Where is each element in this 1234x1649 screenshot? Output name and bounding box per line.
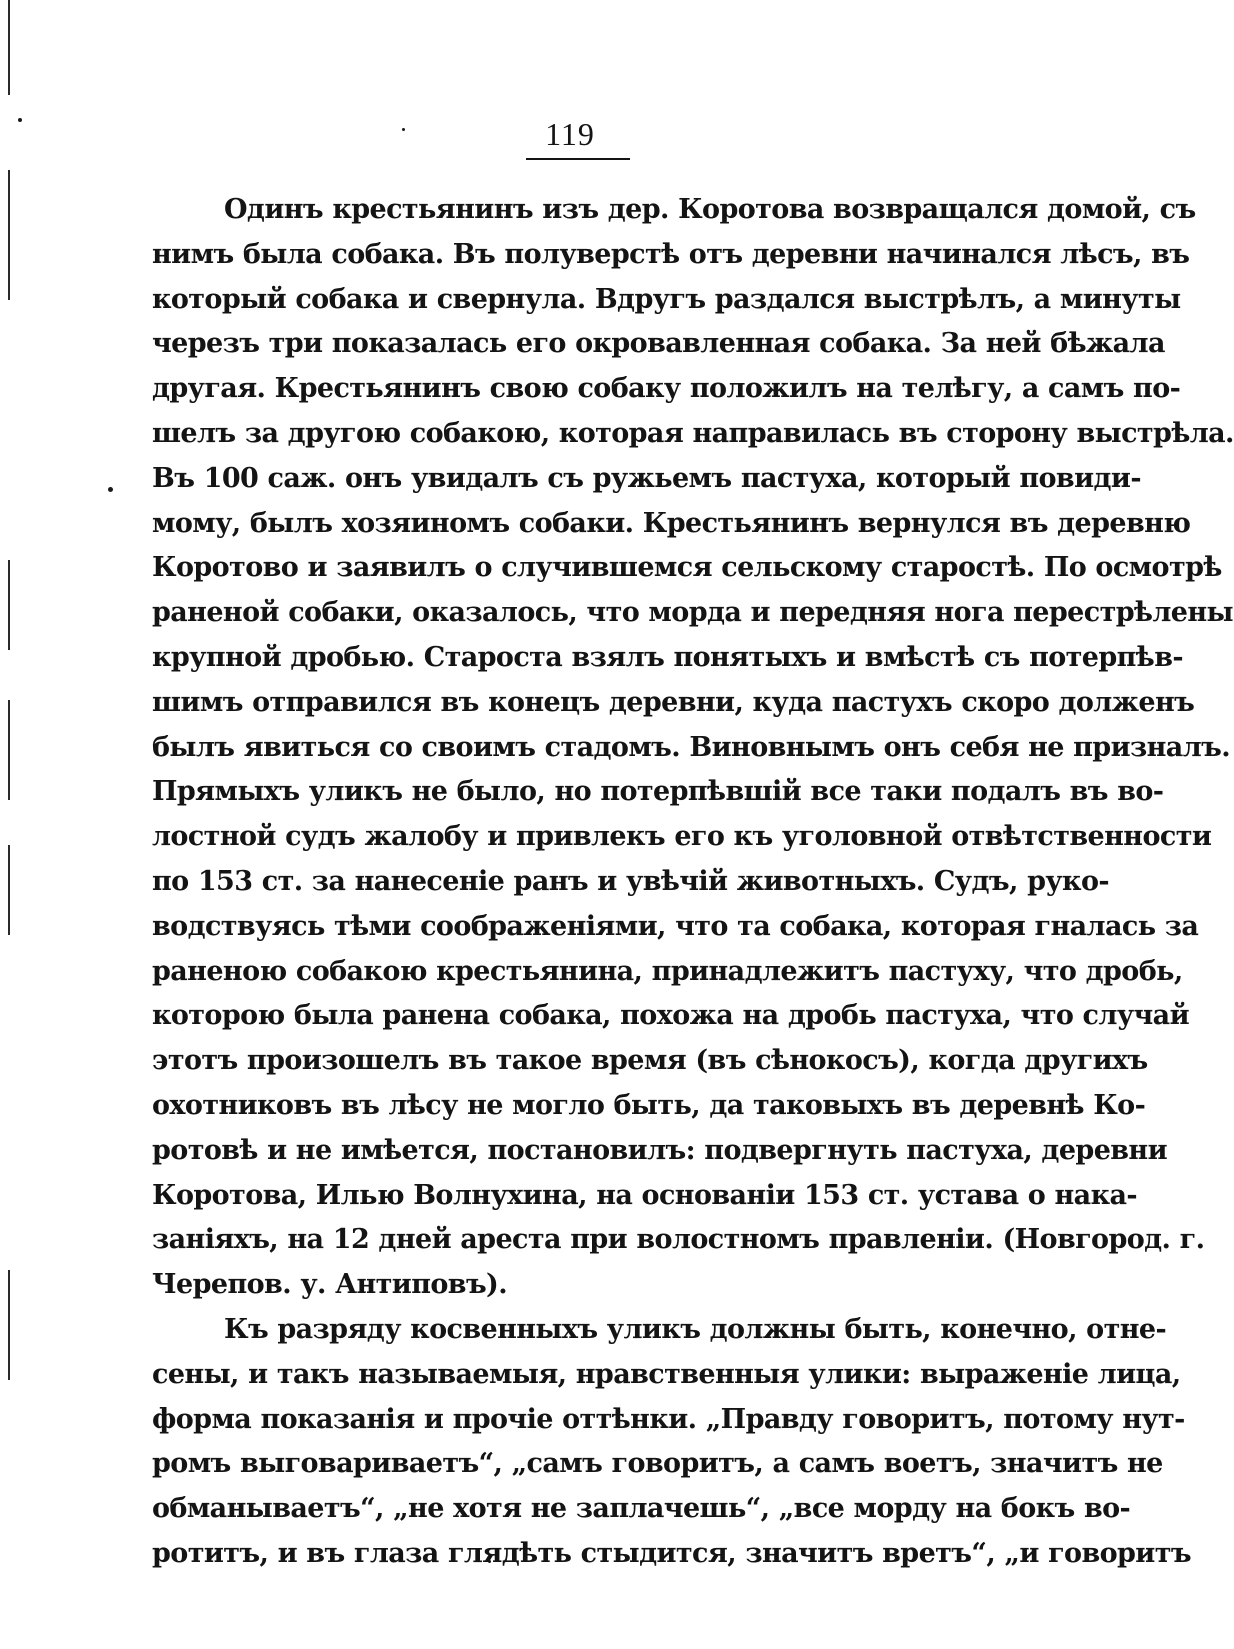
text-line: Прямыхъ уликъ не было, но потерпѣвшій все таки подалъ въ во- bbox=[152, 776, 1164, 808]
text-line: форма показанія и прочіе оттѣнки. „Правду говоритъ, потому нут- bbox=[152, 1403, 1185, 1435]
scan-edge-line bbox=[8, 845, 10, 935]
scan-edge-line bbox=[8, 170, 10, 300]
text-line: Къ разряду косвенныхъ уликъ должны быть, конечно, отне- bbox=[224, 1313, 1167, 1345]
text-line: который собака и свернула. Вдругъ раздался выстрѣлъ, а минуты bbox=[152, 283, 1181, 315]
text-line: раненою собакою крестьянина, принадлежитъ пастуху, что дробь, bbox=[152, 955, 1183, 987]
text-line: сены, и такъ называемыя, нравственныя улики: выраженіе лица, bbox=[152, 1358, 1181, 1390]
body-text bbox=[152, 188, 1234, 1577]
page-number: 119 bbox=[545, 116, 595, 152]
text-line: былъ явиться со своимъ стадомъ. Виновнымъ онъ себя не призналъ. bbox=[152, 731, 1231, 763]
paragraph-2 bbox=[152, 1308, 1191, 1577]
text-line: лостной судъ жалобу и привлекъ его къ уголовной отвѣтственности bbox=[152, 821, 1212, 853]
text-line: шимъ отправился въ конецъ деревни, куда пастухъ скоро долженъ bbox=[152, 686, 1195, 718]
text-line: этотъ произошелъ въ такое время (въ сѣнокосъ), когда другихъ bbox=[152, 1045, 1148, 1077]
text-line: Коротова, Илью Волнухина, на основаніи 153 ст. устава о нака- bbox=[152, 1179, 1137, 1211]
text-line: другая. Крестьянинъ свою собаку положилъ на телѣгу, а самъ по- bbox=[152, 373, 1181, 405]
scan-edge-line bbox=[8, 560, 10, 650]
text-line: водствуясь тѣми соображеніями, что та собака, которая гналась за bbox=[152, 910, 1199, 942]
text-line: ротитъ, и въ глаза глядѣть стыдится, значитъ вретъ“, „и говоритъ bbox=[152, 1537, 1191, 1569]
text-line: заніяхъ, на 12 дней ареста при волостномъ правленіи. (Новгород. г. bbox=[152, 1224, 1205, 1256]
text-line: черезъ три показалась его окровавленная собака. За ней бѣжала bbox=[152, 328, 1165, 360]
text-line: которою была ранена собака, похожа на дробь пастуха, что случай bbox=[152, 1000, 1189, 1032]
text-line: ромъ выговариваетъ“, „самъ говоритъ, а самъ воетъ, значитъ не bbox=[152, 1448, 1163, 1480]
scan-edge-line bbox=[8, 700, 10, 800]
text-line: шелъ за другою собакою, которая направилась въ сторону выстрѣла. bbox=[152, 417, 1234, 449]
scan-edge-line bbox=[8, 1270, 10, 1380]
text-line: ротовѣ и не имѣется, постановилъ: подвергнуть пастуха, деревни bbox=[152, 1134, 1168, 1166]
text-line: крупной дробью. Староста взялъ понятыхъ и вмѣстѣ съ потерпѣв- bbox=[152, 641, 1183, 673]
scan-speck bbox=[108, 487, 113, 492]
paragraph-1 bbox=[152, 188, 1234, 1308]
text-line: по 153 ст. за нанесеніе ранъ и увѣчій животныхъ. Судъ, руко- bbox=[152, 865, 1109, 897]
text-line: обманываетъ“, „не хотя не заплачешь“, „все морду на бокъ во- bbox=[152, 1493, 1131, 1525]
text-line: нимъ была собака. Въ полуверстѣ отъ деревни начинался лѣсъ, въ bbox=[152, 238, 1190, 270]
scan-edge-line bbox=[8, 0, 10, 95]
text-line: охотниковъ въ лѣсу не могло быть, да таковыхъ въ деревнѣ Ко- bbox=[152, 1089, 1146, 1121]
text-line: Въ 100 саж. онъ увидалъ съ ружьемъ пастуха, который повиди- bbox=[152, 462, 1141, 494]
text-line: раненой собаки, оказалось, что морда и передняя нога перестрѣлены bbox=[152, 597, 1234, 629]
text-line: Одинъ крестьянинъ изъ дер. Коротова возвращался домой, съ bbox=[224, 194, 1196, 225]
page-number-rule bbox=[526, 158, 630, 160]
text-line: Коротово и заявилъ о случившемся сельскому старостѣ. По осмотрѣ bbox=[152, 552, 1222, 584]
text-line: Черепов. у. Антиповъ). bbox=[152, 1269, 508, 1301]
text-line: мому, былъ хозяиномъ собаки. Крестьянинъ вернулся въ деревню bbox=[152, 507, 1191, 539]
